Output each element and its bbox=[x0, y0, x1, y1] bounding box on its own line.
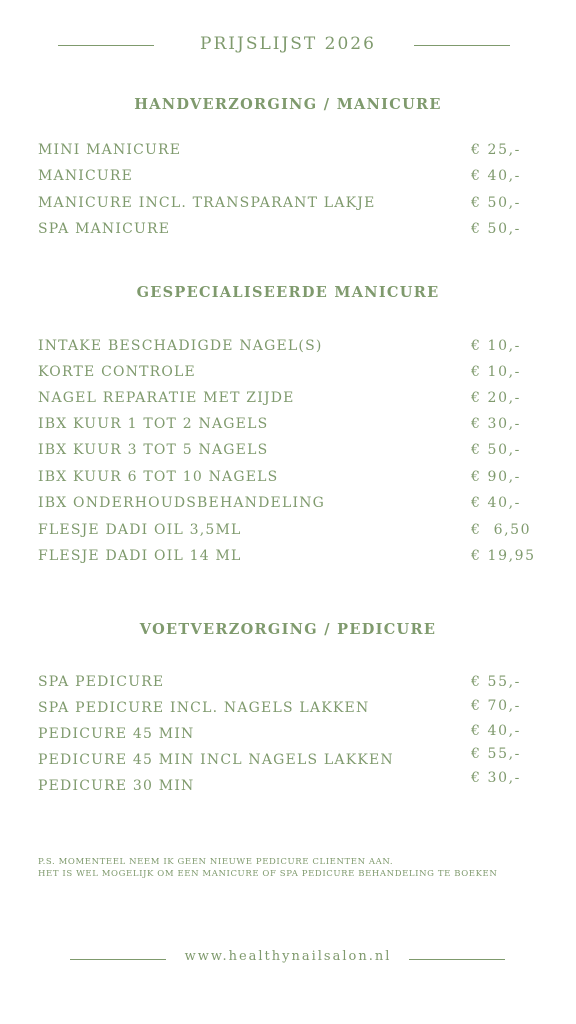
service-price: € 40,- bbox=[471, 723, 521, 739]
section-title-specialised: GESPECIALISEERDE MANICURE bbox=[136, 284, 440, 301]
price-row bbox=[0, 195, 576, 215]
notice-line-2: HET IS WEL MOGELIJK OM EEN MANICURE OF SPA PEDICURE BEHANDELING TE BOEKEN bbox=[38, 869, 498, 879]
service-name: IBX KUUR 1 TOT 2 NAGELS bbox=[38, 416, 269, 432]
price-row bbox=[0, 746, 576, 772]
service-name: PEDICURE 30 MIN bbox=[38, 778, 195, 794]
service-name: KORTE CONTROLE bbox=[38, 364, 196, 380]
service-name: PEDICURE 45 MIN bbox=[38, 726, 195, 742]
service-name: FLESJE DADI OIL 3,5ML bbox=[38, 522, 242, 538]
service-name: FLESJE DADI OIL 14 ML bbox=[38, 548, 242, 564]
service-price: € 10,- bbox=[471, 338, 521, 354]
service-price: € 90,- bbox=[471, 469, 521, 485]
service-price: € 19,95 bbox=[471, 548, 536, 564]
section-title-manicure: HANDVERZORGING / MANICURE bbox=[134, 96, 442, 113]
service-price: € 50,- bbox=[471, 442, 521, 458]
website-link[interactable]: www.healthynailsalon.nl bbox=[184, 949, 392, 964]
price-row bbox=[0, 723, 576, 746]
footer-rule-right bbox=[409, 959, 505, 960]
price-row bbox=[0, 495, 576, 515]
section-title-pedicure: VOETVERZORGING / PEDICURE bbox=[139, 621, 437, 638]
service-price: € 10,- bbox=[471, 364, 521, 380]
service-name: IBX KUUR 6 TOT 10 NAGELS bbox=[38, 469, 279, 485]
service-name: MANICURE bbox=[38, 168, 134, 184]
price-row bbox=[0, 168, 576, 188]
price-row bbox=[0, 674, 576, 694]
price-row bbox=[0, 548, 576, 568]
service-price: € 6,50 bbox=[471, 522, 532, 538]
service-price: € 55,- bbox=[471, 674, 521, 690]
service-price: € 40,- bbox=[471, 495, 521, 511]
service-name: SPA PEDICURE INCL. NAGELS LAKKEN bbox=[38, 700, 370, 716]
service-name: PEDICURE 45 MIN INCL NAGELS LAKKEN bbox=[38, 752, 394, 768]
service-name: SPA PEDICURE bbox=[38, 674, 165, 690]
header-rule-right bbox=[414, 45, 510, 46]
price-row bbox=[0, 522, 576, 542]
price-row bbox=[0, 221, 576, 241]
service-name: IBX KUUR 3 TOT 5 NAGELS bbox=[38, 442, 269, 458]
price-row bbox=[0, 770, 576, 798]
service-name: MINI MANICURE bbox=[38, 142, 182, 158]
service-name: SPA MANICURE bbox=[38, 221, 171, 237]
service-price: € 70,- bbox=[471, 698, 521, 714]
service-price: € 20,- bbox=[471, 390, 521, 406]
price-row bbox=[0, 142, 576, 162]
service-price: € 40,- bbox=[471, 168, 521, 184]
price-row bbox=[0, 364, 576, 384]
service-name: IBX ONDERHOUDSBEHANDELING bbox=[38, 495, 326, 511]
service-price: € 25,- bbox=[471, 142, 521, 158]
price-row bbox=[0, 442, 576, 462]
service-name: NAGEL REPARATIE MET ZIJDE bbox=[38, 390, 295, 406]
page-title: PRIJSLIJST 2026 bbox=[200, 34, 376, 54]
service-name: INTAKE BESCHADIGDE NAGEL(S) bbox=[38, 338, 323, 354]
service-name: MANICURE INCL. TRANSPARANT LAKJE bbox=[38, 195, 376, 211]
header bbox=[0, 32, 576, 60]
price-row bbox=[0, 338, 576, 358]
service-price: € 30,- bbox=[471, 416, 521, 432]
service-price: € 50,- bbox=[471, 195, 521, 211]
footer bbox=[0, 948, 576, 970]
notice-line-1: P.S. MOMENTEEL NEEM IK GEEN NIEUWE PEDICURE CLIENTEN AAN. bbox=[38, 857, 394, 867]
price-row bbox=[0, 700, 576, 720]
service-price: € 30,- bbox=[471, 770, 521, 786]
notice-text bbox=[38, 856, 497, 880]
price-row bbox=[0, 390, 576, 410]
price-row bbox=[0, 469, 576, 489]
service-price: € 50,- bbox=[471, 221, 521, 237]
service-price: € 55,- bbox=[471, 746, 521, 762]
price-row bbox=[0, 416, 576, 436]
